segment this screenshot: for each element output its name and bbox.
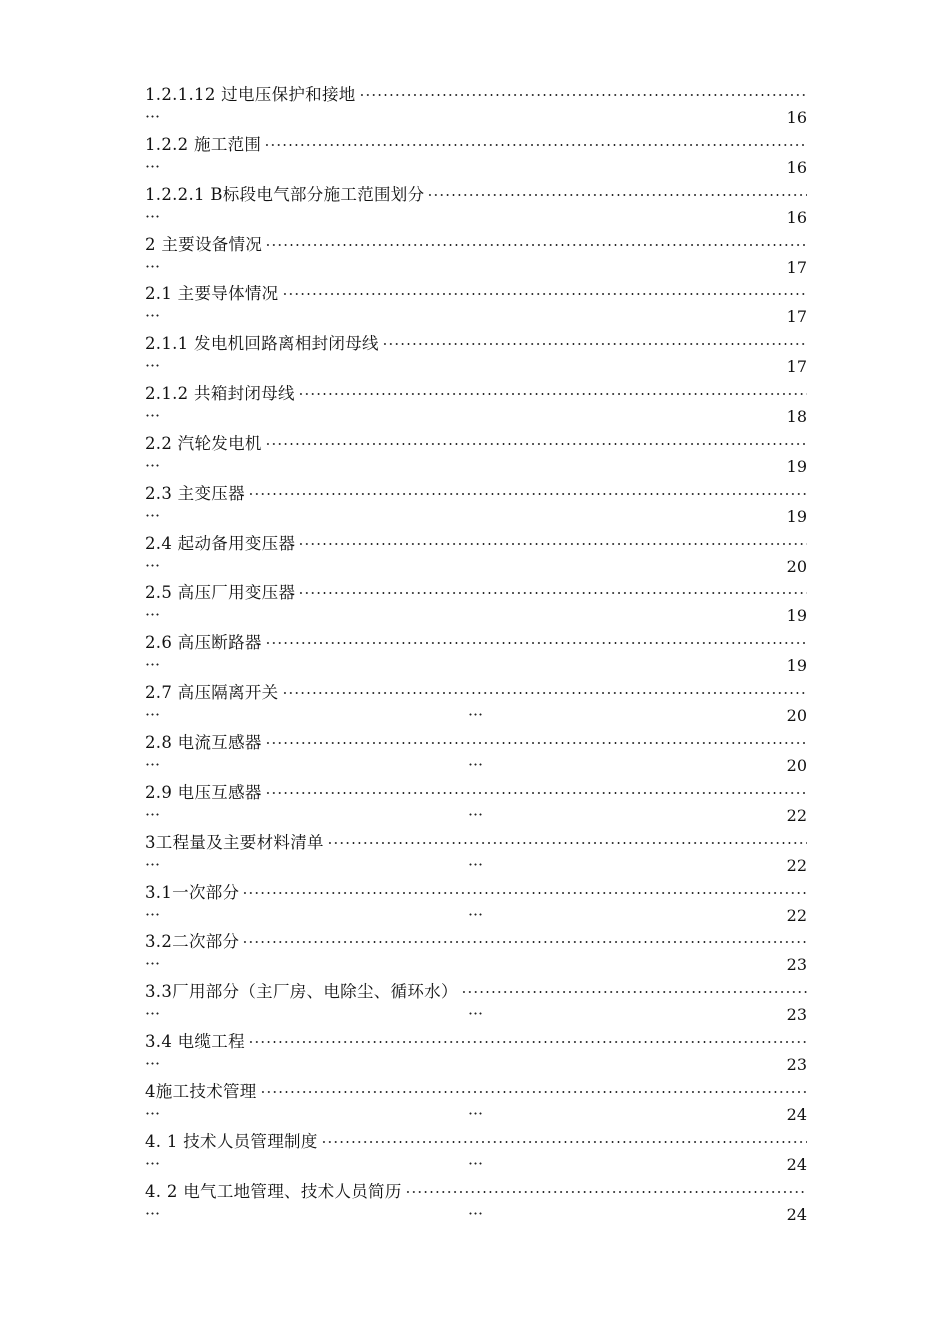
continuation-dots <box>145 863 159 866</box>
dot-leader <box>265 792 807 794</box>
toc-entry-heading-line <box>145 778 807 804</box>
toc-entry-page-number: 16 <box>786 108 807 127</box>
toc-entry-label: 4施工技术管理 <box>145 1081 257 1101</box>
dot-leader <box>265 244 807 246</box>
dot-leader <box>298 592 807 594</box>
toc-entry[interactable] <box>145 578 807 628</box>
toc-entry-page-number: 22 <box>786 805 807 825</box>
mid-dots <box>468 713 482 716</box>
toc-entry-page-number: 19 <box>786 506 807 526</box>
toc-entry-heading-line <box>145 130 807 156</box>
continuation-dots <box>145 913 159 916</box>
toc-entry-heading-line <box>145 977 807 1003</box>
toc-entry-label: 2.9 电压互感器 <box>145 782 262 802</box>
continuation-dots <box>145 464 159 467</box>
toc-entry-label: 4. 1 技术人员管理制度 <box>145 1131 318 1151</box>
toc-entry-page-number: 19 <box>786 606 807 626</box>
toc-entry[interactable] <box>145 379 807 429</box>
toc-entry-heading-line <box>145 628 807 654</box>
toc-entry-page-line <box>145 1104 807 1126</box>
toc-entry-heading-line <box>145 678 807 704</box>
toc-entry-page-number: 20 <box>786 755 807 775</box>
toc-entry[interactable] <box>145 429 807 479</box>
toc-entry-page-number: 20 <box>786 556 807 576</box>
toc-entry-label: 1.2.2.1 B标段电气部分施工范围划分 <box>145 184 425 204</box>
toc-entry-page-number: 20 <box>786 706 807 726</box>
toc-entry-heading-line <box>145 180 807 206</box>
toc-entry[interactable] <box>145 479 807 529</box>
toc-entry-label: 2.1.2 共箱封闭母线 <box>145 384 295 404</box>
toc-entry-label: 3工程量及主要材料清单 <box>145 832 324 852</box>
toc-entry-heading-line <box>145 80 807 106</box>
toc-entry-label: 1.2.2 施工范围 <box>145 134 262 154</box>
mid-dots <box>468 913 482 916</box>
dot-leader <box>264 144 807 146</box>
dot-leader <box>321 1141 807 1143</box>
continuation-dots <box>145 514 159 517</box>
toc-entry-page-line <box>145 655 807 677</box>
toc-entry[interactable] <box>145 1127 807 1177</box>
table-of-contents <box>145 80 807 1226</box>
toc-entry-page-number: 23 <box>786 1055 807 1075</box>
mid-dots <box>468 1112 482 1115</box>
dot-leader <box>298 393 807 395</box>
toc-entry-label: 4. 2 电气工地管理、技术人员简历 <box>145 1181 402 1201</box>
dot-leader <box>265 443 807 445</box>
toc-entry-page-number: 24 <box>786 1204 807 1224</box>
continuation-dots <box>145 1162 159 1165</box>
dot-leader <box>282 293 808 295</box>
mid-dots <box>468 813 482 816</box>
toc-entry[interactable] <box>145 1077 807 1127</box>
toc-entry-page-line <box>145 406 807 428</box>
toc-entry-label: 2.6 高压断路器 <box>145 633 262 653</box>
toc-entry-page-number: 17 <box>786 257 807 277</box>
toc-entry-heading-line <box>145 1127 807 1153</box>
dot-leader <box>260 1091 807 1093</box>
toc-entry[interactable] <box>145 728 807 778</box>
continuation-dots <box>145 115 159 118</box>
toc-entry-page-number: 24 <box>786 1154 807 1174</box>
toc-entry-page-number: 16 <box>786 157 807 177</box>
toc-entry-page-line <box>145 107 807 129</box>
dot-leader <box>427 194 807 196</box>
toc-entry[interactable] <box>145 279 807 329</box>
toc-entry-label: 2.2 汽轮发电机 <box>145 433 262 453</box>
continuation-dots <box>145 1112 159 1115</box>
toc-entry-page-number: 19 <box>786 456 807 476</box>
toc-entry-label: 2.7 高压隔离开关 <box>145 683 279 703</box>
dot-leader <box>248 493 807 495</box>
continuation-dots <box>145 165 159 168</box>
toc-entry-label: 3.3厂用部分（主厂房、电除尘、循环水） <box>145 982 458 1002</box>
toc-entry-label: 2.3 主变压器 <box>145 483 245 503</box>
toc-entry-heading-line <box>145 728 807 754</box>
toc-entry[interactable] <box>145 329 807 379</box>
dot-leader <box>242 892 807 894</box>
toc-entry-label: 3.1一次部分 <box>145 882 240 902</box>
toc-entry[interactable] <box>145 130 807 180</box>
toc-entry-page-line <box>145 306 807 328</box>
toc-entry-heading-line <box>145 1027 807 1053</box>
toc-entry-heading-line <box>145 828 807 854</box>
continuation-dots <box>145 364 159 367</box>
toc-entry-page-line <box>145 855 807 877</box>
mid-dots <box>468 1012 482 1015</box>
toc-entry-page-number: 22 <box>786 905 807 925</box>
dot-leader <box>242 941 807 943</box>
toc-entry-page-line <box>145 1154 807 1176</box>
dot-leader <box>461 991 807 993</box>
dot-leader <box>405 1191 807 1193</box>
toc-entry[interactable] <box>145 1177 807 1227</box>
toc-entry[interactable] <box>145 878 807 928</box>
toc-entry-heading-line <box>145 878 807 904</box>
toc-entry-heading-line <box>145 479 807 505</box>
continuation-dots <box>145 1062 159 1065</box>
dot-leader <box>382 343 807 345</box>
continuation-dots <box>145 564 159 567</box>
toc-entry[interactable] <box>145 977 807 1027</box>
toc-entry[interactable] <box>145 828 807 878</box>
dot-leader <box>248 1041 807 1043</box>
continuation-dots <box>145 1012 159 1015</box>
dot-leader <box>265 742 807 744</box>
toc-entry-heading-line <box>145 379 807 405</box>
toc-entry[interactable] <box>145 778 807 828</box>
toc-entry-heading-line <box>145 578 807 604</box>
toc-entry-page-line <box>145 1204 807 1226</box>
continuation-dots <box>145 613 159 616</box>
toc-entry-page-line <box>145 1004 807 1026</box>
toc-entry-label: 2.8 电流互感器 <box>145 732 262 752</box>
dot-leader <box>282 692 808 694</box>
toc-entry-page-line <box>145 705 807 727</box>
continuation-dots <box>145 215 159 218</box>
mid-dots <box>468 763 482 766</box>
toc-entry[interactable] <box>145 180 807 230</box>
toc-entry-page-number: 18 <box>786 407 807 427</box>
toc-entry-page-line <box>145 207 807 229</box>
toc-entry-page-number: 17 <box>786 357 807 377</box>
toc-entry-page-number: 23 <box>786 1005 807 1025</box>
continuation-dots <box>145 265 159 268</box>
toc-entry-label: 2.5 高压厂用变压器 <box>145 583 296 603</box>
toc-entry-page-line <box>145 954 807 976</box>
continuation-dots <box>145 663 159 666</box>
continuation-dots <box>145 1212 159 1215</box>
dot-leader <box>359 94 807 96</box>
toc-entry[interactable] <box>145 80 807 130</box>
toc-entry-page-number: 23 <box>786 955 807 975</box>
toc-entry-page-line <box>145 257 807 279</box>
toc-entry-page-line <box>145 456 807 478</box>
toc-entry[interactable] <box>145 529 807 579</box>
toc-entry-heading-line <box>145 529 807 555</box>
toc-entry[interactable] <box>145 230 807 280</box>
toc-entry[interactable] <box>145 927 807 977</box>
continuation-dots <box>145 813 159 816</box>
toc-entry-label: 3.2二次部分 <box>145 932 240 952</box>
mid-dots <box>468 1162 482 1165</box>
dot-leader <box>265 642 807 644</box>
dot-leader <box>327 842 807 844</box>
toc-entry-page-line <box>145 805 807 827</box>
mid-dots <box>468 863 482 866</box>
continuation-dots <box>145 962 159 965</box>
toc-entry-label: 2 主要设备情况 <box>145 234 263 254</box>
toc-entry-page-line <box>145 556 807 578</box>
continuation-dots <box>145 414 159 417</box>
toc-entry-page-line <box>145 1054 807 1076</box>
toc-entry-label: 2.4 起动备用变压器 <box>145 533 296 553</box>
toc-entry-page-line <box>145 157 807 179</box>
toc-entry-label: 2.1.1 发电机回路离相封闭母线 <box>145 334 379 354</box>
toc-entry-page-number: 17 <box>786 307 807 327</box>
toc-entry-heading-line <box>145 329 807 355</box>
toc-entry-page-number: 22 <box>786 855 807 875</box>
toc-entry-label: 1.2.1.12 过电压保护和接地 <box>145 85 356 104</box>
toc-entry-page-number: 24 <box>786 1104 807 1124</box>
toc-entry[interactable] <box>145 628 807 678</box>
toc-entry-page-line <box>145 356 807 378</box>
continuation-dots <box>145 314 159 317</box>
toc-entry-page-line <box>145 506 807 528</box>
toc-entry-page-number: 19 <box>786 656 807 676</box>
toc-entry-heading-line <box>145 429 807 455</box>
toc-entry-heading-line <box>145 1177 807 1203</box>
toc-entry-page-line <box>145 605 807 627</box>
toc-entry-page-line <box>145 905 807 927</box>
toc-entry-heading-line <box>145 927 807 953</box>
toc-entry-label: 3.4 电缆工程 <box>145 1032 245 1052</box>
toc-entry-label: 2.1 主要导体情况 <box>145 284 279 304</box>
mid-dots <box>468 1212 482 1215</box>
toc-entry-heading-line <box>145 279 807 305</box>
toc-entry[interactable] <box>145 678 807 728</box>
toc-entry[interactable] <box>145 1027 807 1077</box>
continuation-dots <box>145 713 159 716</box>
continuation-dots <box>145 763 159 766</box>
toc-entry-heading-line <box>145 230 807 256</box>
toc-entry-heading-line <box>145 1077 807 1103</box>
toc-entry-page-number: 16 <box>786 207 807 227</box>
dot-leader <box>298 543 807 545</box>
toc-entry-page-line <box>145 755 807 777</box>
